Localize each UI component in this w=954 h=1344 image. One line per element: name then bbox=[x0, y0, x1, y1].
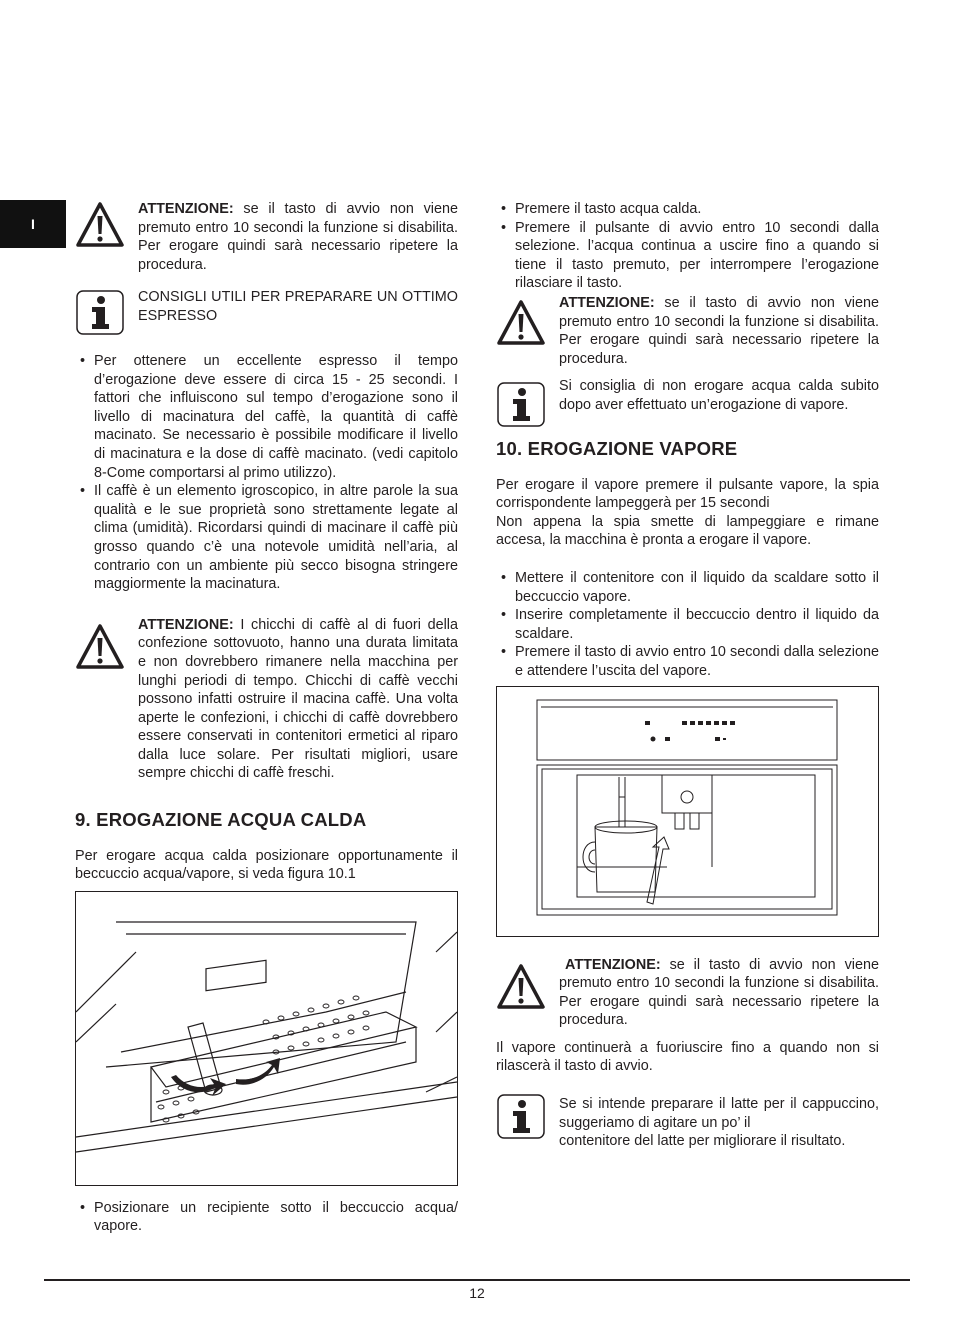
steps-list bbox=[496, 200, 879, 293]
language-tab: I bbox=[0, 200, 66, 248]
figure-hot-water-spout bbox=[75, 891, 458, 1186]
info-icon bbox=[496, 1092, 546, 1142]
warning-text: se il tasto di avvio non viene premuto entro 10 secondi la funzione si disabilita. Per erogare quindi sarà necessario ripetere la procedura. bbox=[559, 956, 879, 1029]
info-icon bbox=[75, 288, 125, 338]
page-number: 12 bbox=[469, 1285, 485, 1301]
warning-icon bbox=[75, 622, 125, 672]
info-note bbox=[75, 288, 458, 348]
figure-steam-wand bbox=[496, 686, 879, 937]
right-column bbox=[496, 200, 879, 1151]
warning-icon bbox=[496, 298, 546, 348]
steps-list bbox=[75, 1199, 458, 1236]
warning-label: ATTENZIONE: bbox=[138, 201, 234, 217]
list-item: • Posizionare un recipiente sotto il beccuccio acqua/ vapore. bbox=[75, 1199, 458, 1236]
footer-rule bbox=[44, 1279, 910, 1281]
list-item: • Premere il tasto acqua calda. bbox=[496, 200, 879, 219]
warning-label: ATTENZIONE: bbox=[565, 956, 661, 973]
list-item: • Per ottenere un eccellente espresso il tempo d’erogazione deve essere di circa 15 - 25 secondi. I fattori che influiscono sul tempo d’erogazione sono il livello di macinatura del caffè, la quantità di caffè macinato. Se necessario è possibile modificare il livello di macinatura e la dose di caffè macinato. (vedi capitolo 8-Come comportarsi al primo utilizzo). bbox=[75, 352, 458, 482]
steam-illustration bbox=[497, 687, 878, 936]
spout-illustration bbox=[76, 892, 457, 1185]
info-text: Si consiglia di non erogare acqua calda subito dopo aver effettuato un’erogazione di vapore. bbox=[559, 377, 879, 413]
warning-label: ATTENZIONE: bbox=[559, 294, 655, 311]
list-item: • Premere il pulsante di avvio entro 10 secondi dalla selezione. l’acqua continua a uscire fino a quando si tiene il tasto premuto, per interrompere l’erogazione rilasciare il tasto. bbox=[496, 219, 879, 293]
warning-label: ATTENZIONE: bbox=[138, 616, 234, 633]
section-title: 9. EROGAZIONE ACQUA CALDA bbox=[75, 809, 367, 831]
section-intro: Per erogare acqua calda posizionare opportunamente il beccuccio acqua/vapore, si veda figura 10.1 bbox=[75, 847, 458, 883]
warning-text: se il tasto di avvio non viene premuto entro 10 secondi la funzione si disabilita. Per erogare quindi sarà necessario ripetere la procedura. bbox=[138, 201, 458, 273]
warning-text: se il tasto di avvio non viene premuto entro 10 secondi la funzione si disabilita. Per erogare quindi sarà necessario ripetere la procedura. bbox=[559, 294, 879, 367]
list-item: • Il caffè è un elemento igroscopico, in altre parole la sua qualità e le sue proprietà sono strettamente legate al clima (umidità). Ricordarsi quindi di macinare il caffè più grosso quando c’è una notevole umidità nell’aria, al contrario con un ambiente più secco bisogna stringere maggiormente la macinatura. bbox=[75, 482, 458, 594]
warning-icon bbox=[496, 962, 546, 1012]
steam-note: Il vapore continuerà a fuoriuscire fino a quando non si rilascerà il tasto di avvio. bbox=[496, 1039, 879, 1075]
info-icon bbox=[496, 380, 546, 430]
warning-note bbox=[496, 294, 879, 376]
tips-list bbox=[75, 352, 458, 594]
list-item: • Premere il tasto di avvio entro 10 secondi dalla selezione e attendere l’uscita del vapore. bbox=[496, 643, 879, 680]
left-column bbox=[75, 200, 458, 1236]
steps-list bbox=[496, 569, 879, 681]
list-item: • Inserire completamente il beccuccio dentro il liquido da scaldare. bbox=[496, 606, 879, 643]
info-text: CONSIGLI UTILI PER PREPARARE UN OTTIMO ESPRESSO bbox=[138, 289, 458, 324]
warning-icon bbox=[75, 200, 125, 250]
warning-note bbox=[75, 616, 458, 783]
info-text: Se si intende preparare il latte per il cappuccino, suggeriamo di agitare un po’ il bbox=[559, 1096, 879, 1131]
info-note bbox=[496, 1095, 879, 1151]
warning-text: I chicchi di caffè al di fuori della confezione sottovuoto, hanno una durata limitata e non dovrebbero rimanere nella macchina per lunghi periodi di tempo. Chicchi di caffè vecchi possono infatti ostruire il macina caffè. Una volta aperte le confezioni, i chicchi di caffè dovrebbero essere conservati in contenitori ermetici al riparo dalla luce solare. Per risultati migliori, usare sempre chicchi di caffè freschi. bbox=[138, 616, 458, 782]
section-title: 10. EROGAZIONE VAPORE bbox=[496, 437, 738, 459]
list-item: • Mettere il contenitore con il liquido da scaldare sotto il beccuccio vapore. bbox=[496, 569, 879, 606]
warning-note bbox=[75, 200, 458, 280]
info-text: contenitore del latte per migliorare il risultato. bbox=[559, 1133, 846, 1150]
section-intro: Non appena la spia smette di lampeggiare e rimane accesa, la macchina è pronta a erogare il vapore. bbox=[496, 513, 879, 549]
info-note bbox=[496, 377, 879, 437]
section-intro: Per erogare il vapore premere il pulsante vapore, la spia corrispondente lampeggerà per 15 secondi bbox=[496, 476, 879, 512]
warning-note bbox=[496, 956, 879, 1030]
